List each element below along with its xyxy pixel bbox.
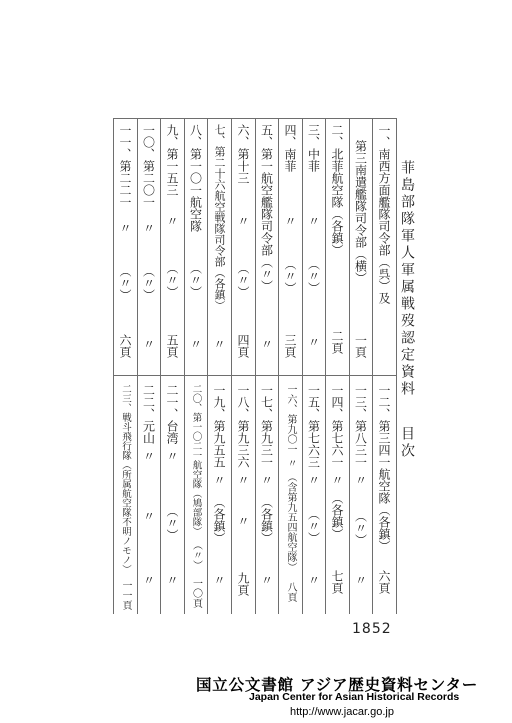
- entry-label: 三、中菲: [306, 124, 321, 172]
- entry-label: 一二、第三四一航空隊（各鎮）: [377, 384, 391, 552]
- entry-label: 一三、第八三一: [353, 384, 368, 468]
- entry-page-number: 八頁: [285, 582, 296, 602]
- archive-name-japanese: 国立公文書館 アジア歴史資料センター: [196, 676, 479, 694]
- ditto-mark: 〃: [236, 215, 250, 227]
- ditto-mark: 〃: [165, 450, 179, 462]
- entry-label: 一七、第九三一: [259, 384, 274, 468]
- column-rule: [137, 118, 138, 614]
- sheet-number: 1852: [352, 621, 392, 637]
- entry-label: 一八、第九三六: [236, 384, 250, 468]
- entry-label: 一六、第九〇一: [285, 384, 296, 454]
- column-rule: [255, 118, 256, 614]
- column-rule: [372, 118, 373, 614]
- entry-annotation: （〃）: [190, 540, 202, 570]
- column-rule: [325, 118, 326, 614]
- entry-annotation: （各鎮）: [212, 496, 226, 544]
- entry-page-number: 三頁: [283, 334, 297, 358]
- document-title-suffix: 目次: [399, 426, 415, 460]
- entry-page-number: 一頁: [353, 334, 368, 358]
- ditto-mark: 〃: [259, 474, 274, 486]
- entry-page-number: 六頁: [377, 570, 391, 594]
- entry-page-number: 〃: [165, 574, 179, 586]
- toc-column-lower-11: [140, 0, 158, 620]
- toc-column-lower-6: [258, 0, 276, 620]
- entry-annotation: （〃）: [118, 265, 132, 301]
- toc-column-lower-1: [375, 0, 393, 620]
- column-rule: [160, 118, 161, 614]
- entry-annotation: （各鎮）: [330, 492, 344, 540]
- column-rule: [231, 118, 232, 614]
- ditto-mark: 〃: [141, 510, 156, 522]
- archive-url: http://www.jacar.go.jp: [290, 706, 394, 718]
- ditto-mark: 〃: [165, 215, 179, 227]
- entry-page-number: 〃: [141, 338, 156, 350]
- entry-label: 一一、第二二一: [118, 124, 132, 208]
- column-rule: [349, 118, 350, 614]
- entry-page-number: 一〇頁: [190, 578, 202, 608]
- toc-column-lower-5: [281, 0, 299, 620]
- entry-label: 八、第一〇一航空隊: [188, 124, 203, 232]
- entry-page-number: 二頁: [330, 330, 344, 354]
- entry-page-number: 〃: [212, 338, 226, 350]
- entry-page-number: 一一頁: [120, 580, 131, 610]
- ditto-mark: 〃: [353, 474, 368, 486]
- entry-label: 二一、台湾: [165, 384, 179, 444]
- column-rule: [113, 118, 114, 614]
- ditto-mark: 〃: [236, 474, 250, 486]
- entry-page-number: 〃: [306, 574, 321, 586]
- ditto-mark: 〃: [330, 474, 344, 486]
- entry-page-number: 〃: [353, 574, 368, 586]
- entry-label: 一〇、第二〇一: [141, 124, 156, 208]
- entry-page-number: 四頁: [236, 334, 250, 358]
- entry-label: 五、第一航空艦隊司令部（〃）: [259, 124, 274, 292]
- entry-annotation: （〃）: [165, 262, 179, 298]
- entry-label: 一、南西方面艦隊司令部（呉）及: [377, 124, 391, 304]
- entry-label: 二、北菲航空隊（各鎮）: [330, 124, 344, 256]
- toc-column-lower-8: [210, 0, 228, 620]
- entry-label: 一九、第九五五: [212, 384, 226, 468]
- entry-page-number: 五頁: [165, 334, 179, 358]
- toc-column-lower-2: [352, 0, 370, 620]
- ditto-mark: 〃: [141, 222, 156, 234]
- toc-column-lower-9: [187, 0, 205, 620]
- entry-label: 六、第十三: [236, 124, 250, 184]
- entry-page-number: 九頁: [236, 572, 250, 596]
- toc-column-lower-4: [305, 0, 323, 620]
- toc-column-lower-10: [163, 0, 181, 620]
- ditto-mark: 〃: [141, 450, 156, 462]
- entry-page-number: 〃: [259, 574, 274, 586]
- entry-page-number: 六頁: [118, 334, 132, 358]
- entry-annotation: （含第九五四航空隊）: [285, 472, 296, 572]
- ditto-mark: 〃: [118, 222, 132, 234]
- entry-label: 四、南菲: [283, 124, 297, 172]
- document-title: 菲島部隊軍人軍属戦歿認定資料: [399, 160, 415, 398]
- ditto-mark: 〃: [306, 474, 321, 486]
- archive-name-english: Japan Center for Asian Historical Records: [249, 691, 460, 703]
- entry-annotation: （〃）: [165, 505, 179, 541]
- ditto-mark: 〃: [212, 474, 226, 486]
- entry-annotation: （〃）: [306, 258, 321, 294]
- entry-annotation: （〃）: [306, 508, 321, 544]
- ditto-mark: 〃: [306, 215, 321, 227]
- entry-label: 二三、戦斗飛行隊（所属航空隊不明ノモノ）: [120, 384, 131, 574]
- entry-annotation: （〃）: [353, 510, 368, 546]
- entry-annotation: （〃）: [141, 265, 156, 301]
- entry-page-number: 〃: [212, 574, 226, 586]
- entry-label: 一五、第七六三: [306, 384, 321, 468]
- entry-label: 二〇、第一〇二一航空隊（鳩部隊）: [190, 384, 202, 536]
- toc-column-lower-7: [234, 0, 252, 620]
- entry-annotation: （各鎮）: [259, 496, 274, 544]
- entry-annotation: （〃）: [283, 258, 297, 294]
- ditto-mark: 〃: [236, 515, 250, 527]
- toc-column-lower-12: [116, 0, 134, 620]
- entry-page-number: 〃: [188, 338, 203, 350]
- ditto-mark: 〃: [283, 215, 297, 227]
- entry-page-number: 〃: [306, 336, 321, 348]
- toc-column-lower-3: [328, 0, 346, 620]
- entry-label: 二二、元山: [141, 384, 156, 444]
- entry-label: 七、第二十六航空戦隊司令部（各鎮）: [213, 124, 226, 311]
- column-rule: [278, 118, 279, 614]
- column-rule: [184, 118, 185, 614]
- entry-page-number: 七頁: [330, 570, 344, 594]
- column-rule: [302, 118, 303, 614]
- entry-label: 一四、第七六一: [330, 384, 344, 468]
- column-rule: [207, 118, 208, 614]
- entry-label: 第三南遣艦隊司令部（横）: [353, 140, 368, 284]
- entry-page-number: 〃: [259, 338, 274, 350]
- entry-annotation: （〃）: [236, 262, 250, 298]
- entry-annotation: （〃）: [188, 262, 203, 298]
- entry-label: 九、第一五三: [165, 124, 179, 196]
- entry-page-number: 〃: [141, 574, 156, 586]
- ditto-mark: 〃: [285, 458, 296, 468]
